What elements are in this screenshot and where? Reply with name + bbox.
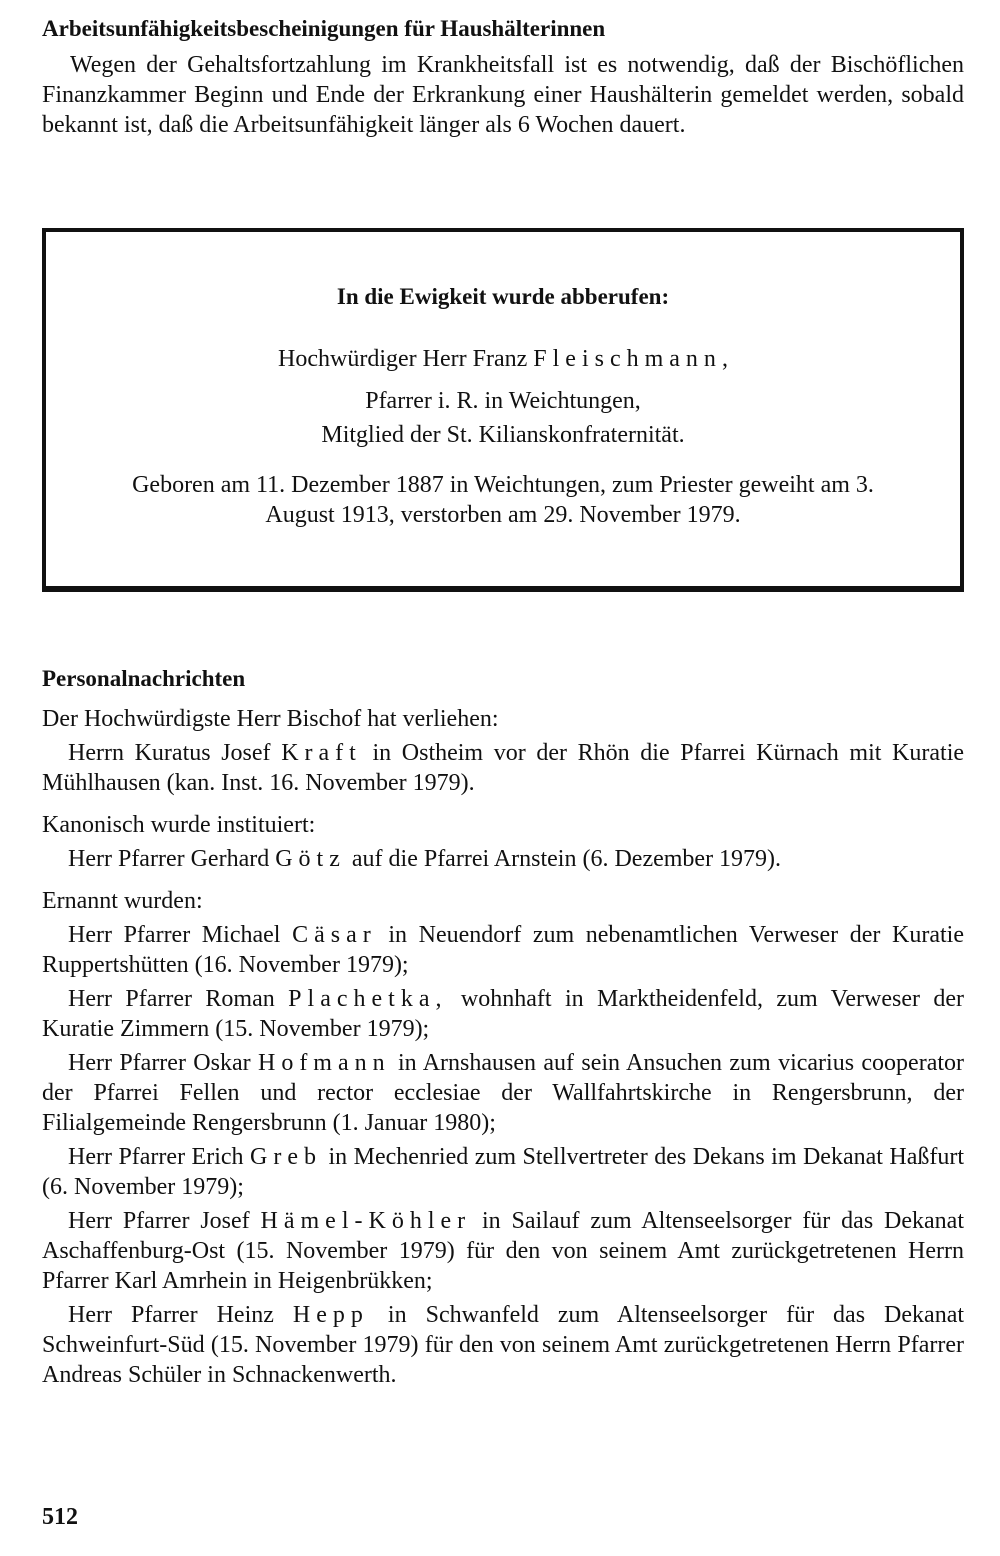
entry-name: Götz — [275, 846, 346, 872]
notice-heading: Arbeitsunfähigkeitsbescheinigungen für Haushälterinnen — [42, 16, 606, 41]
entry-greb — [42, 1142, 964, 1202]
obituary-name-line — [46, 344, 960, 374]
entry-text: in Mechenried zum Stellvertreter des Dekans im Dekanat Haßfurt (6. November 1979); — [42, 1144, 965, 1200]
entry-name: Kraft — [281, 740, 362, 766]
entry-prefix: Herrn Kuratus Josef — [68, 740, 271, 766]
notice-paragraph: Wegen der Gehaltsfortzahlung im Krankheitsfall ist es notwendig, daß der Bischöflichen Finanzkammer Beginn und Ende der Erkrankung einer Haushälterin gemeldet werden, sobald bekannt ist, daß die Arbeitsunfähigkeit länger als 6 Wochen dauert. — [42, 52, 964, 138]
entry-caesar — [42, 920, 964, 980]
entry-name: Plachetka, — [288, 986, 448, 1012]
entry-haemel-koehler — [42, 1206, 964, 1296]
obituary-membership: Mitglied der St. Kilianskonfraternität. — [321, 422, 685, 448]
intro-instituiert: Kanonisch wurde instituiert: — [42, 812, 316, 838]
entry-text: in Ostheim vor der Rhön die Pfarrei Kürnach mit Kuratie Mühlhausen (kan. Inst. 16. November 1979). — [42, 740, 965, 796]
entry-text: in Neuendorf zum nebenamtlichen Verweser der Kuratie Ruppertshütten (16. November 1979); — [42, 922, 964, 978]
entry-prefix: Herr Pfarrer Heinz — [68, 1302, 274, 1328]
entry-plachetka — [42, 984, 964, 1044]
entry-hepp — [42, 1300, 964, 1390]
obituary-box — [42, 228, 964, 592]
intro-ernannt: Ernannt wurden: — [42, 888, 203, 914]
obituary-title: In die Ewigkeit wurde abberufen: — [336, 284, 670, 309]
entry-prefix: Herr Pfarrer Erich — [68, 1144, 244, 1170]
document-page — [42, 14, 965, 1388]
intro-verliehen: Der Hochwürdigste Herr Bischof hat verliehen: — [42, 706, 499, 732]
entry-text: in Sailauf zum Altenseelsorger für das Dekanat Aschaffenburg-Ost (15. November 1979) für den von seinem Amt zurückgetretenen Herrn Pfarrer Karl Amrhein in Heigenbrükken; — [42, 1208, 964, 1294]
entry-prefix: Herr Pfarrer Gerhard — [68, 846, 270, 872]
personal-news-section — [42, 664, 964, 1390]
entry-text: auf die Pfarrei Arnstein (6. Dezember 1979). — [351, 846, 782, 872]
entry-prefix: Herr Pfarrer Josef — [68, 1208, 250, 1234]
personal-news-heading: Personalnachrichten — [42, 666, 246, 691]
page-number: 512 — [42, 1504, 78, 1530]
entry-goetz — [42, 844, 964, 874]
entry-text: in Schwanfeld zum Altenseelsorger für das Dekanat Schweinfurt-Süd (15. November 1979) für den von seinem Amt zurückgetretenen Herrn Pfarrer Andreas Schüler in Schnackenwerth. — [42, 1302, 965, 1388]
entry-kraft — [42, 738, 964, 798]
entry-text: wohnhaft in Marktheidenfeld, zum Verweser der Kuratie Zimmern (15. November 1979); — [42, 986, 965, 1042]
obituary-position: Pfarrer i. R. in Weichtungen, — [365, 388, 641, 414]
entry-name: Cäsar — [292, 922, 377, 948]
entry-prefix: Herr Pfarrer Oskar — [68, 1050, 251, 1076]
entry-name: Greb — [250, 1144, 322, 1170]
obituary-dates: Geboren am 11. Dezember 1887 in Weichtungen, zum Priester geweiht am 3. August 1913, verstorben am 29. November 1979. — [132, 472, 874, 528]
entry-prefix: Herr Pfarrer Roman — [68, 986, 275, 1012]
entry-name: Hofmann — [257, 1050, 391, 1076]
entry-prefix: Herr Pfarrer Michael — [68, 922, 281, 948]
entry-text: in Arnshausen auf sein Ansuchen zum vicarius cooperator der Pfarrei Fellen und rector ecclesiae der Wallfahrtskirche in Rengersbrunn, der Filialgemeinde Rengersbrunn (1. Januar 1980); — [42, 1050, 965, 1136]
entry-name: Hämel-Köhler — [260, 1208, 472, 1234]
entry-hofmann — [42, 1048, 964, 1138]
obituary-name-suffix: , — [721, 346, 728, 372]
entry-name: Hepp — [292, 1302, 369, 1328]
obituary-name: Fleischmann — [533, 346, 722, 372]
obituary-name-prefix: Hochwürdiger Herr Franz — [278, 346, 528, 372]
